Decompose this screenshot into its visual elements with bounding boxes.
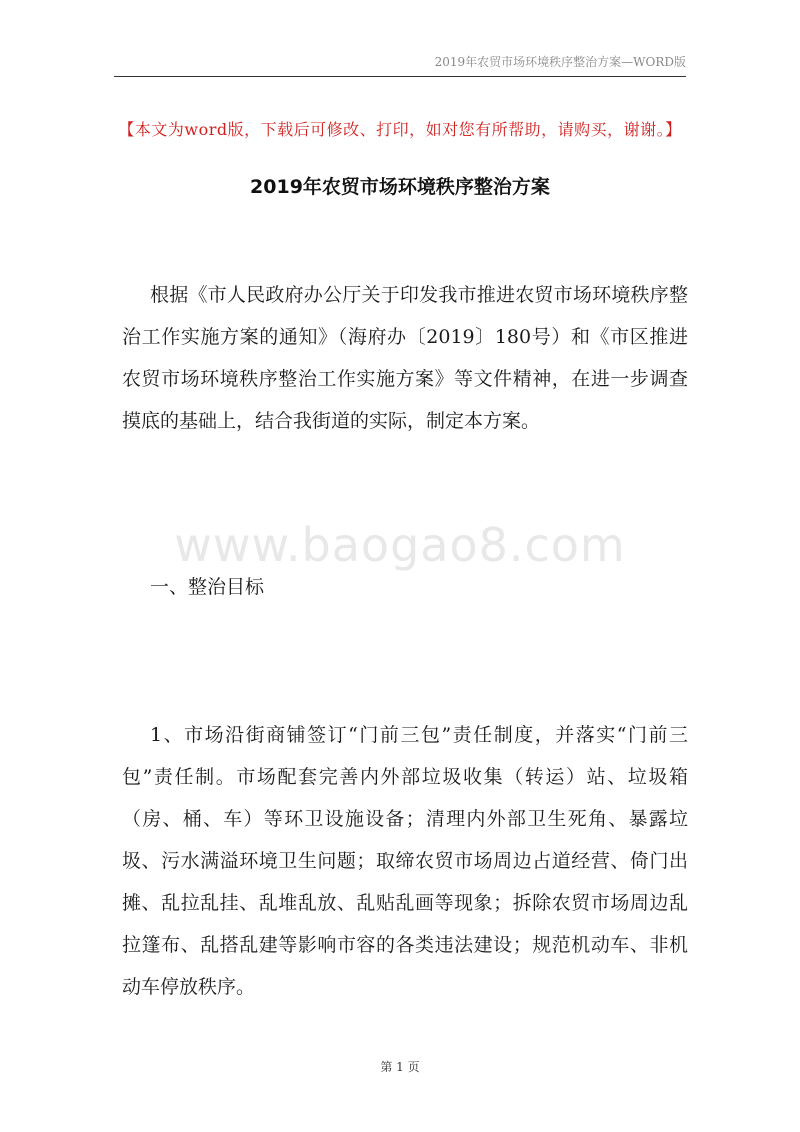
running-header-title: 2019年农贸市场环境秩序整治方案—WORD版 (434, 55, 686, 69)
running-header (114, 52, 686, 77)
section-heading: 一、整治目标 (150, 576, 265, 598)
body-paragraph-item-1: 1、市场沿街商铺签订“门前三包”责任制度，并落实“门前三包”责任制。市场配套完善内外部垃圾收集（转运）站、垃圾箱（房、桶、车）等环卫设施设备；清理内外部卫生死角、暴露垃圾、污水满溢环境卫生问题；取缔农贸市场周边占道经营、倚门出摊、乱拉乱挂、乱堆乱放、乱贴乱画等现象；拆除农贸市场周边乱拉篷布、乱搭乱建等影响市容的各类违法建设；规范机动车、非机动车停放秩序。 (122, 724, 688, 998)
document-title: 2019年农贸市场环境秩序整治方案 (250, 176, 550, 198)
page-number: 第 1 页 (380, 1060, 420, 1074)
body-paragraph-intro: 根据《市人民政府办公厅关于印发我市推进农贸市场环境秩序整治工作实施方案的通知》（海府办〔2019〕180号）和《市区推进农贸市场环境秩序整治工作实施方案》等文件精神，在进一步调查摸底的基础上，结合我街道的实际，制定本方案。 (122, 284, 688, 432)
purchase-notice: 【本文为word版，下载后可修改、打印，如对您有所帮助，请购买，谢谢。】 (118, 120, 682, 139)
watermark: www.baogao8.com (174, 518, 626, 572)
